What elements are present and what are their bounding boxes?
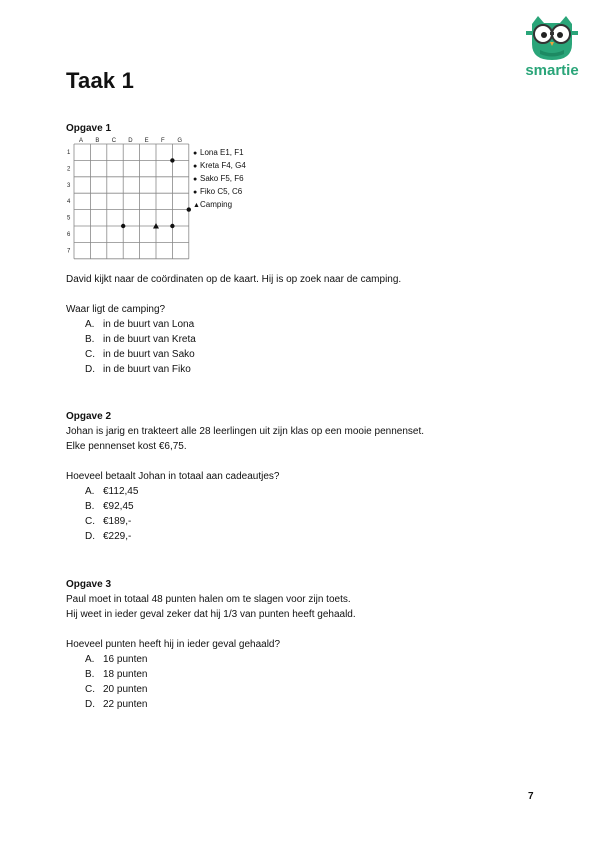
q3-options bbox=[85, 652, 356, 712]
legend-item bbox=[193, 160, 246, 173]
legend-symbol: ● bbox=[193, 150, 198, 157]
option-letter: C. bbox=[85, 684, 95, 695]
option-text: €112,45 bbox=[103, 486, 139, 497]
q3-question: Hoeveel punten heeft hij in ieder geval gehaald? bbox=[66, 639, 281, 650]
grid-col-label: G bbox=[177, 138, 183, 144]
q1-heading-block bbox=[66, 121, 111, 136]
page-number: 7 bbox=[528, 791, 534, 802]
grid-row-label: 4 bbox=[67, 199, 71, 206]
answer-option bbox=[85, 317, 401, 332]
answer-option bbox=[85, 529, 424, 544]
q2-question: Hoeveel betaalt Johan in totaal aan cadeautjes? bbox=[66, 471, 280, 482]
legend-text: Sako F5, F6 bbox=[200, 174, 244, 183]
q1-options bbox=[85, 317, 401, 377]
q2-block bbox=[66, 409, 424, 544]
legend-text: Camping bbox=[200, 200, 233, 209]
grid-col-label: D bbox=[128, 138, 133, 144]
option-text: €229,- bbox=[103, 531, 132, 542]
grid-col-label: C bbox=[111, 138, 117, 144]
grid-col-label: F bbox=[161, 138, 165, 144]
option-letter: D. bbox=[85, 364, 95, 375]
option-text: 20 punten bbox=[103, 684, 148, 695]
grid-col-label: B bbox=[95, 138, 100, 144]
option-letter: C. bbox=[85, 349, 95, 360]
grid-row-label: 7 bbox=[67, 248, 71, 255]
option-text: in de buurt van Lona bbox=[103, 319, 195, 330]
answer-option bbox=[85, 667, 356, 682]
option-letter: A. bbox=[85, 486, 95, 497]
grid-point-marker bbox=[121, 224, 125, 228]
legend-symbol: ● bbox=[193, 163, 198, 170]
option-letter: A. bbox=[85, 654, 95, 665]
smartie-logo bbox=[516, 14, 588, 84]
q1-heading: Opgave 1 bbox=[66, 123, 112, 134]
legend-item bbox=[193, 147, 246, 160]
grid-row-label: 3 bbox=[67, 182, 71, 189]
option-text: 16 punten bbox=[103, 654, 148, 665]
grid-row-label: 6 bbox=[67, 232, 71, 238]
logo-text: smartie bbox=[525, 62, 579, 79]
grid-row-label: 2 bbox=[67, 166, 71, 173]
option-letter: D. bbox=[85, 699, 95, 710]
grid-col-label: A bbox=[79, 138, 84, 144]
q1-question: Waar ligt de camping? bbox=[66, 304, 166, 315]
coordinate-grid bbox=[66, 137, 194, 268]
option-letter: B. bbox=[85, 501, 95, 512]
answer-option bbox=[85, 332, 401, 347]
q3-text-1: Paul moet in totaal 48 punten halen om te slagen voor zijn toets. bbox=[66, 594, 351, 605]
q3-text-2: Hij weet in ieder geval zeker dat hij 1/3 van punten heeft gehaald. bbox=[66, 609, 356, 620]
answer-option bbox=[85, 697, 356, 712]
legend-text: Lona E1, F1 bbox=[200, 148, 244, 157]
option-letter: D. bbox=[85, 531, 95, 542]
option-text: 22 punten bbox=[103, 699, 148, 710]
grid-point-marker bbox=[170, 224, 174, 228]
option-text: in de buurt van Kreta bbox=[103, 334, 196, 345]
option-text: 18 punten bbox=[103, 669, 148, 680]
answer-option bbox=[85, 652, 356, 667]
q1-text: David kijkt naar de coördinaten op de kaart. Hij is op zoek naar de camping. bbox=[66, 274, 402, 285]
legend-symbol: ● bbox=[193, 189, 198, 196]
page-title: Taak 1 bbox=[66, 68, 135, 93]
q2-text-1: Johan is jarig en trakteert alle 28 leerlingen uit zijn klas op een mooie pennenset. bbox=[66, 426, 424, 437]
grid-row-label: 1 bbox=[67, 150, 71, 156]
answer-option bbox=[85, 347, 401, 362]
answer-option bbox=[85, 514, 424, 529]
q3-block bbox=[66, 577, 356, 712]
legend-symbol: ● bbox=[193, 176, 198, 183]
legend-item bbox=[193, 199, 246, 212]
legend-item bbox=[193, 186, 246, 199]
answer-option bbox=[85, 682, 356, 697]
answer-option bbox=[85, 484, 424, 499]
option-letter: B. bbox=[85, 669, 95, 680]
option-letter: A. bbox=[85, 319, 95, 330]
owl-icon bbox=[526, 14, 578, 62]
grid-col-label: E bbox=[144, 138, 149, 144]
answer-option bbox=[85, 499, 424, 514]
legend-item bbox=[193, 173, 246, 186]
option-text: in de buurt van Fiko bbox=[103, 364, 191, 375]
grid-point-marker bbox=[187, 207, 191, 211]
grid-point-marker bbox=[170, 158, 174, 162]
option-letter: B. bbox=[85, 334, 95, 345]
grid-svg bbox=[66, 137, 194, 263]
q2-options bbox=[85, 484, 424, 544]
legend-text: Fiko C5, C6 bbox=[200, 187, 243, 196]
q3-heading: Opgave 3 bbox=[66, 579, 112, 590]
q1-body bbox=[66, 272, 401, 377]
legend-symbol: ▲ bbox=[193, 202, 200, 209]
answer-option bbox=[85, 362, 401, 377]
q2-text-2: Elke pennenset kost €6,75. bbox=[66, 441, 187, 452]
option-letter: C. bbox=[85, 516, 95, 527]
legend-text: Kreta F4, G4 bbox=[200, 161, 246, 170]
option-text: €189,- bbox=[103, 516, 132, 527]
grid-row-label: 5 bbox=[67, 215, 71, 222]
option-text: €92,45 bbox=[103, 501, 134, 512]
option-text: in de buurt van Sako bbox=[103, 349, 195, 360]
q2-heading: Opgave 2 bbox=[66, 411, 112, 422]
grid-legend bbox=[193, 147, 246, 212]
